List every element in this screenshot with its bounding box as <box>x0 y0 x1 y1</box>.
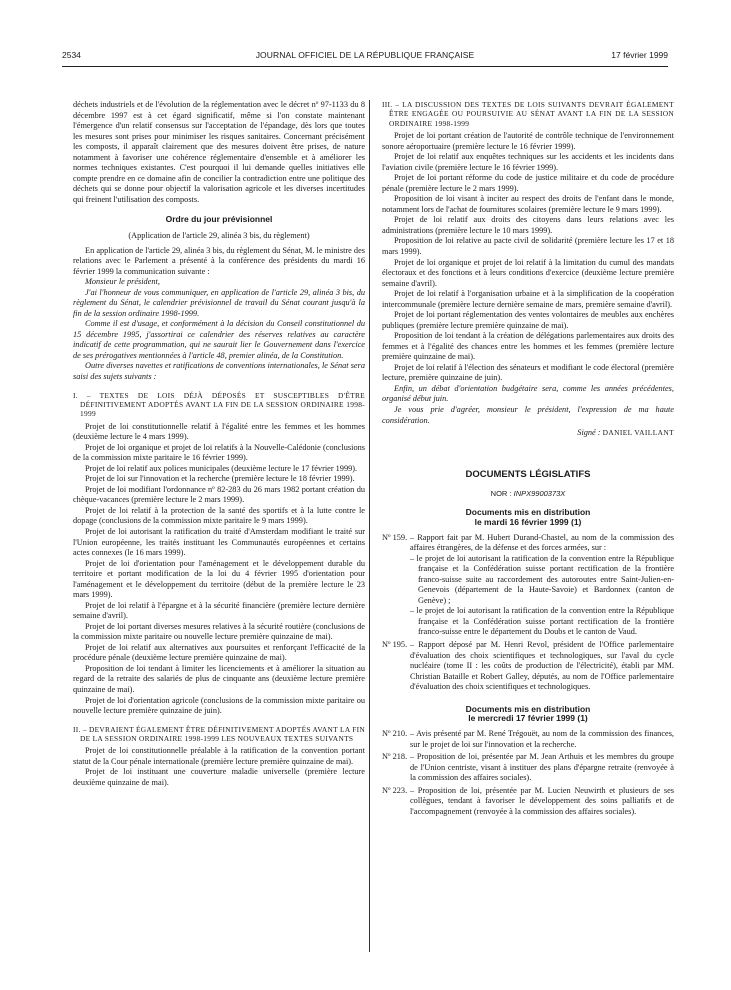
list-item: Projet de loi portant réglementation des ventes volontaires de meubles aux enchères publiques (première lecture première quinzaine de mai). <box>382 310 674 330</box>
closing-paragraph-2: Je vous prie d'agréer, monsieur le président, l'expression de ma haute considération. <box>382 404 674 425</box>
section-2-heading: II. – DEVRAIENT ÉGALEMENT ÊTRE DÉFINITIVEMENT ADOPTÉS AVANT LA FIN DE LA SESSION ORDINAIRE 1998-1999 LES NOUVEAUX TEXTES SUIVANTS <box>73 724 366 743</box>
distribution-2-title-line-b: le mercredi 17 février 1999 (1) <box>468 713 588 724</box>
list-item: Projet de loi constitutionnelle préalable à la ratification de la convention portant statut de la Cour pénale internationale (première lecture première quinzaine de mai). <box>73 746 365 766</box>
list-item: Projet de loi relatif à l'épargne et à la sécurité financière (première lecture dernière semaine d'avril). <box>73 600 365 621</box>
ordre-paragraph: En application de l'article 29, alinéa 3 bis, du règlement du Sénat, M. le ministre des relations avec le Parlement a présenté à la conférence des présidents du mardi 16 février 1999 la communication suivante : <box>73 245 365 276</box>
section-2-list <box>73 746 365 788</box>
section-3-heading: III. – LA DISCUSSION DES TEXTES DE LOIS SUIVANTS DEVRAIT ÉGALEMENT ÊTRE ENGAGÉE OU POURSUIVIE AU SÉNAT AVANT LA FIN DE LA SESSION ORDINAIRE 1998-1999 <box>382 100 674 128</box>
distribution-2-title-line-a: Documents mis en distribution <box>465 703 591 714</box>
document-text: – Proposition de loi, présentée par M. Jean Arthuis et les membres du groupe de l'Union centriste, visant à instituer des plans d'épargne retraite (renvoyée à la commission des affaires sociales). <box>410 752 674 783</box>
list-item: Projet de loi organique et projet de loi relatifs à la Nouvelle-Calédonie (conclusions de la commission mixte paritaire le 16 février 1999). <box>73 442 365 463</box>
letter-paragraph-2: Comme il est d'usage, et conformément à la décision du Conseil constitutionnel du 15 décembre 1995, j'assortirai ce calendrier des réserves relatives au caractère indicatif de cette programmation, qui ne saurait lier le Gouvernement dans l'exercice de ses prérogatives mentionnées à l'article 48, premier alinéa, de la Constitution. <box>73 319 365 360</box>
documents-legislatifs-title: DOCUMENTS LÉGISLATIFS <box>465 468 591 480</box>
document-text: – Rapport fait par M. Hubert Durand-Chastel, au nom de la commission des affaires étrangères, de la défense et des forces armées, sur : <box>410 532 674 553</box>
list-item: Projet de loi relatif aux droits des citoyens dans leurs relations avec les administrations (première lecture le 10 mars 1999). <box>382 215 674 235</box>
closing-paragraph-1: Enfin, un débat d'orientation budgétaire sera, comme les années précédentes, organisé début juin. <box>382 383 674 404</box>
list-item: Projet de loi relatif aux enquêtes techniques sur les accidents et les incidents dans l'aviation civile (première lecture le 16 février 1999). <box>382 152 674 172</box>
left-column <box>73 100 365 788</box>
nor-value: INPX9900373X <box>513 488 566 498</box>
section-3-list <box>382 131 674 384</box>
nor-label: NOR : <box>490 488 512 498</box>
nor-reference <box>382 489 674 499</box>
list-item: Proposition de loi tendant à limiter les licenciements et à améliorer la situation au regard de la retraite des salariés de plus de cinquante ans (deuxième lecture première quinzaine de mai). <box>73 663 365 694</box>
list-item: Projet de loi modifiant l'ordonnance nº 82-283 du 26 mars 1982 portant création du chèque-vacances (première lecture le 2 mars 1999). <box>73 484 365 505</box>
document-body <box>410 533 674 638</box>
ordre-title: Ordre du jour prévisionnel <box>165 214 273 225</box>
document-entry <box>382 752 674 784</box>
list-item: Projet de loi relatif aux polices municipales (deuxième lecture le 17 février 1999). <box>85 463 358 473</box>
document-number: Nº 210. <box>382 729 408 739</box>
document-text: – Rapport déposé par M. Henri Revol, président de l'Office parlementaire d'évaluation des choix scientifiques et technologiques, sur l'aval du cycle nucléaire (tome II : les coûts de production de l'électricité), établi par MM. Christian Bataille et Robert Galley, députés, au nom de l'Office parlementaire d'évaluation des choix scientifiques et technologiques. <box>410 640 674 692</box>
document-text: – Avis présenté par M. René Trégouët, au nom de la commission des finances, sur le projet de loi sur l'innovation et la recherche. <box>410 729 674 749</box>
list-item: Projet de loi sur l'innovation et la recherche (première lecture le 18 février 1999). <box>85 474 355 484</box>
distribution-1-title-line-a: Documents mis en distribution <box>465 507 591 518</box>
document-number: Nº 218. <box>382 752 408 762</box>
list-item: Proposition de loi relative au pacte civil de solidarité (première lecture les 17 et 18 mars 1999). <box>382 236 674 257</box>
list-item: Proposition de loi visant à inciter au respect des droits de l'enfant dans le monde, notamment lors de l'achat de fournitures scolaires (première lecture le 9 mars 1999). <box>382 194 674 214</box>
document-subitem: – le projet de loi autorisant la ratification de la convention entre la République française et la Confédération suisse portant rectification de la frontière franco-suisse suite au raccordement des autoroutes entre Saint-Julien-en-Genevois (département de la Haute-Savoie) et Bardonnex (canton de Genève) ; <box>410 553 674 605</box>
document-number: Nº 159. <box>382 532 408 542</box>
page-header <box>62 50 668 62</box>
list-item: Projet de loi constitutionnelle relatif à l'égalité entre les femmes et les hommes (deuxième lecture le 4 mars 1999). <box>73 421 365 442</box>
list-item: Projet de loi d'orientation agricole (conclusions de la commission mixte paritaire ou nouvelle lecture première quinzaine de juin). <box>73 695 365 716</box>
intro-paragraph: déchets industriels et de l'évolution de la réglementation avec le décret nº 97-1133 du 8 décembre 1997 est à cet égard significatif, même si l'on constate maintenant l'émergence d'un relatif consensus sur l'acceptation de l'épandage, dès lors que toutes les mesures sont prises pour minimiser les risques sanitaires. Concernant précisément les composts, il apparaît clairement que des mesures doivent être prises, de nature notamment à favoriser une cohérence réglementaire d'ensemble et à améliorer les normes techniques existantes. C'est pourquoi il lui demande quelles initiatives elle compte prendre en ce domaine afin de concilier la contradiction entre une politique des déchets qui se donne pour objectif la valorisation agricole et les diverses incertitudes qui freinent l'utilisation des composts. <box>73 100 365 204</box>
signatory-name: DANIEL VAILLANT <box>602 428 674 438</box>
letter-paragraph-1: J'ai l'honneur de vous communiquer, en application de l'article 29, alinéa 3 bis, du règlement du Sénat, le calendrier prévisionnel de travail du Sénat courant jusqu'à la fin de la session ordinaire 1998-1999. <box>73 287 365 318</box>
distribution-1-title <box>382 508 674 528</box>
list-item: Projet de loi relatif à l'élection des sénateurs et modifiant le code électoral (première lecture, première quinzaine de juin). <box>382 362 674 383</box>
signed-label: Signé : <box>577 428 601 438</box>
document-entry <box>382 533 674 638</box>
distribution-2-title <box>382 705 674 725</box>
list-item: Projet de loi relatif à l'organisation urbaine et à la simplification de la coopération intercommunale (première lecture dernière semaine de mars, première semaine d'avril). <box>382 289 674 309</box>
journal-title: JOURNAL OFFICIEL DE LA RÉPUBLIQUE FRANÇAISE <box>255 50 475 60</box>
document-number: Nº 195. <box>382 640 408 649</box>
issue-date: 17 février 1999 <box>611 50 668 60</box>
list-item: Projet de loi instituant une couverture maladie universelle (première lecture deuxième quinzaine de mai). <box>73 767 365 787</box>
list-item: Projet de loi organique et projet de loi relatif à la limitation du cumul des mandats électoraux et des fonctions et à leurs conditions d'exercice (deuxième lecture première semaine d'avril). <box>382 257 674 288</box>
list-item: Projet de loi portant création de l'autorité de contrôle technique de l'environnement sonore aéroportuaire (première lecture le 16 février 1999). <box>382 131 674 151</box>
document-text: – Proposition de loi, présentée par M. Lucien Neuwirth et plusieurs de ses collègues, tendant à favoriser le développement des soins palliatifs et de l'accompagnement (renvoyée à la commission des affaires sociales). <box>410 785 674 816</box>
section-1-list <box>73 422 365 717</box>
list-item: Projet de loi portant réforme du code de justice militaire et du code de procédure pénale (première lecture le 2 mars 1999). <box>382 173 674 193</box>
document-number: Nº 223. <box>382 785 408 795</box>
list-item: Projet de loi relatif aux alternatives aux poursuites et renforçant l'efficacité de la procédure pénale (deuxième lecture première quinzaine de mai). <box>73 642 365 663</box>
list-item: Projet de loi portant diverses mesures relatives à la sécurité routière (conclusions de la commission mixte paritaire ou nouvelle lecture première quinzaine de mai). <box>73 621 365 642</box>
document-entry <box>382 786 674 818</box>
list-item: Projet de loi d'orientation pour l'aménagement et le développement durable du territoire et portant modification de la loi du 4 février 1995 d'orientation pour l'aménagement et le développement du territoire (début de la première lecture le 23 mars 1999). <box>73 558 365 600</box>
list-item: Projet de loi relatif à la protection de la santé des sportifs et à la lutte contre le dopage (conclusions de la commission mixte paritaire le 9 mars 1999). <box>73 505 365 526</box>
signature <box>382 428 674 439</box>
list-item: Proposition de loi tendant à la création de délégations parlementaires aux droits des femmes et à l'égalité des chances entre les hommes et les femmes (première lecture première quinzaine de mai). <box>382 331 674 362</box>
document-entry <box>382 640 674 693</box>
section-1-heading: I. – TEXTES DE LOIS DÉJÀ DÉPOSÉS ET SUSCEPTIBLES D'ÊTRE DÉFINITIVEMENT ADOPTÉS AVANT LA FIN DE LA SESSION ORDINAIRE 1998-1999 <box>73 390 365 419</box>
distribution-1-title-line-b: le mardi 16 février 1999 (1) <box>474 516 582 527</box>
page-number: 2534 <box>62 50 81 60</box>
letter-salutation: Monsieur le président, <box>85 277 160 287</box>
document-entry <box>382 729 674 750</box>
document-subitem: – le projet de loi autorisant la ratification de la convention entre la République française et la Confédération suisse portant rectification de la frontière franco-suisse entre le département du Doubs et le canton de Vaud. <box>410 606 674 637</box>
ordre-subtitle: (Application de l'article 29, alinéa 3 bis, du règlement) <box>128 231 310 241</box>
list-item: Projet de loi autorisant la ratification du traité d'Amsterdam modifiant le traité sur l'Union européenne, les traités instituant les Communautés européennes et certains actes connexes (le 16 mars 1999). <box>73 527 365 558</box>
right-column <box>382 100 674 819</box>
header-rule <box>62 66 668 67</box>
letter-paragraph-3: Outre diverses navettes et ratifications de conventions internationales, le Sénat sera saisi des sujets suivants : <box>73 361 365 381</box>
column-divider <box>369 100 370 952</box>
